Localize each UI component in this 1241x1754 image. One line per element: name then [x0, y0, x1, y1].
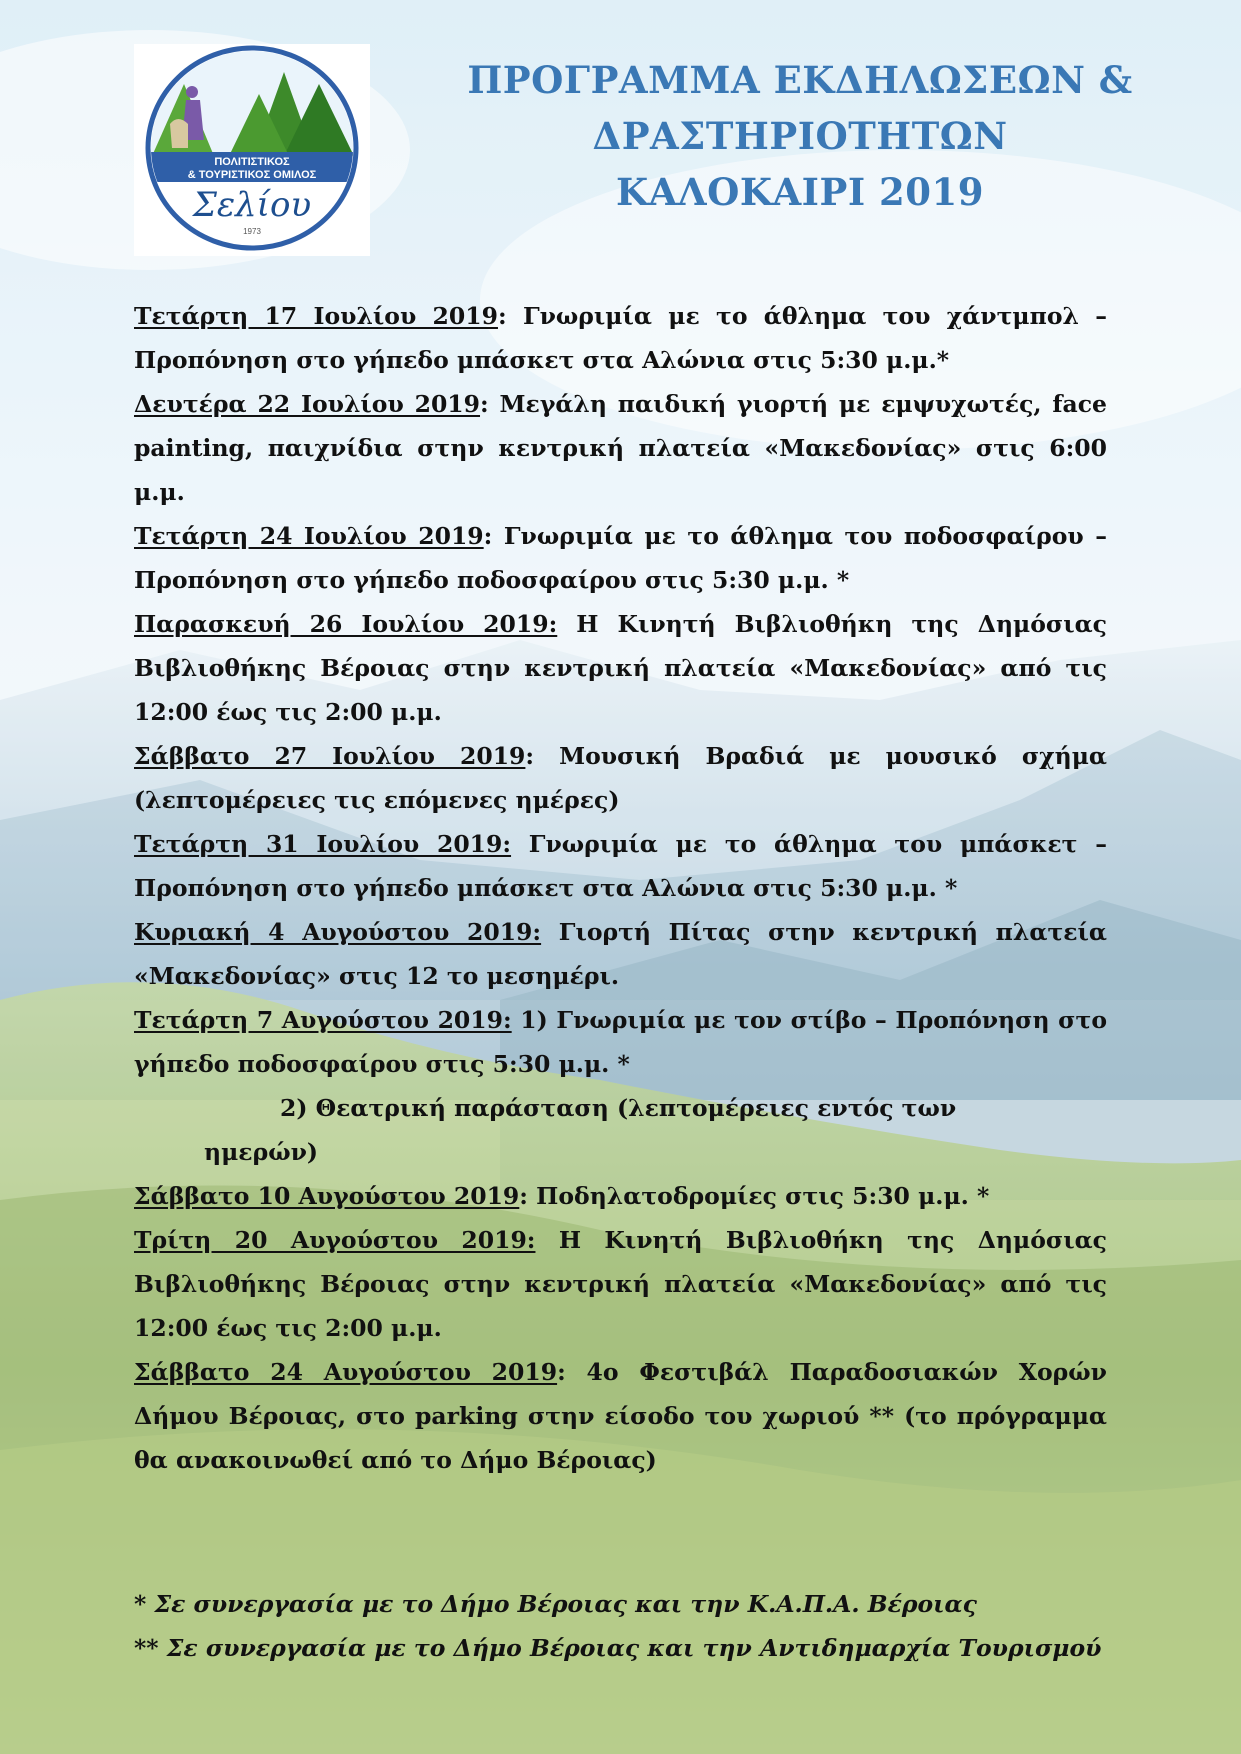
logo-text-line1: ΠΟΛΙΤΙΣΤΙΚΟΣ — [214, 156, 290, 168]
event-date: Τετάρτη 31 Ιουλίου 2019: — [134, 830, 512, 858]
event-subitem-continued: ημερών) — [204, 1138, 319, 1166]
event-date-sep: : — [519, 1182, 528, 1210]
event-item — [134, 1174, 1107, 1218]
event-description: Γιορτή Πίτας στην κεντρική πλατεία «Μακεδονίας» στις 12 το μεσημέρι. — [134, 918, 1107, 990]
event-date-sep: : — [497, 302, 507, 330]
event-description: Ποδηλατοδρομίες στις 5:30 μ.μ. * — [527, 1182, 990, 1210]
event-date: Τρίτη 20 Αυγούστου 2019: — [134, 1226, 536, 1254]
event-description: Γνωριμία με το άθλημα του ποδοσφαίρου – Προπόνηση στο γήπεδο ποδοσφαίρου στις 5:30 μ.μ. * — [134, 522, 1107, 594]
logo-year: 1973 — [243, 227, 261, 236]
event-date-sep: : — [525, 742, 535, 770]
event-description: Μεγάλη παιδική γιορτή με εμψυχωτές, face painting, παιχνίδια στην κεντρική πλατεία «Μακεδονίας» στις 6:00 μ.μ. — [134, 390, 1107, 506]
event-description: Γνωριμία με το άθλημα του χάντμπολ – Προπόνηση στο γήπεδο μπάσκετ στα Αλώνια στις 5:30 μ.μ.* — [134, 302, 1107, 374]
events-list — [134, 294, 1107, 1482]
event-description: 1) Γνωριμία με τον στίβο – Προπόνηση στο γήπεδο ποδοσφαίρου στις 5:30 μ.μ. * — [134, 1006, 1107, 1078]
event-item — [134, 1350, 1107, 1482]
logo-text-line2: & ΤΟΥΡΙΣΤΙΚΟΣ ΟΜΙΛΟΣ — [187, 169, 317, 181]
event-item — [134, 734, 1107, 822]
event-date: Σάββατο 10 Αυγούστου 2019 — [134, 1182, 520, 1210]
event-date: Δευτέρα 22 Ιουλίου 2019 — [134, 390, 481, 418]
event-date: Σάββατο 27 Ιουλίου 2019 — [134, 742, 526, 770]
footnote-2: ** Σε συνεργασία με το Δήμο Βέροιας και την Αντιδημαρχία Τουρισμού — [134, 1634, 1102, 1662]
event-date: Τετάρτη 24 Ιουλίου 2019 — [134, 522, 484, 550]
event-item — [134, 1218, 1107, 1350]
title-line-1: ΠΡΟΓΡΑΜΜΑ ΕΚΔΗΛΩΣΕΩΝ & — [467, 58, 1133, 102]
event-description: Μουσική Βραδιά με μουσικό σχήμα (λεπτομέρειες τις επόμενες ημέρες) — [134, 742, 1108, 814]
event-item — [134, 382, 1107, 514]
event-item — [134, 514, 1107, 602]
page-title — [380, 52, 1220, 220]
event-item — [134, 822, 1107, 910]
event-description: 4ο Φεστιβάλ Παραδοσιακών Χορών Δήμου Βέροιας, στο parking στην είσοδο του χωριού ** (το πρόγραμμα θα ανακοινωθεί από το Δήμο Βέροιας) — [134, 1358, 1107, 1474]
event-date-sep: : — [557, 1358, 566, 1386]
title-line-3: ΚΑΛΟΚΑΙΡΙ 2019 — [616, 170, 984, 214]
event-date: Τετάρτη 17 Ιουλίου 2019 — [134, 302, 498, 330]
event-date: Παρασκευή 26 Ιουλίου 2019: — [134, 610, 558, 638]
event-description: Γνωριμία με το άθλημα του μπάσκετ – Προπόνηση στο γήπεδο μπάσκετ στα Αλώνια στις 5:30 μ.μ. * — [134, 830, 1107, 902]
event-item — [134, 910, 1107, 998]
event-item — [134, 294, 1107, 382]
logo-script: Σελίου — [192, 185, 312, 225]
footnote-1: * Σε συνεργασία με το Δήμο Βέροιας και την Κ.Α.Π.Α. Βέροιας — [134, 1590, 977, 1618]
club-logo — [134, 44, 370, 256]
event-subitem: 2) Θεατρική παράσταση (λεπτομέρειες εντός των — [280, 1094, 957, 1122]
event-date: Σάββατο 24 Αυγούστου 2019 — [134, 1358, 558, 1386]
title-line-2: ΔΡΑΣΤΗΡΙΟΤΗΤΩΝ — [592, 114, 1008, 158]
event-description: Η Κινητή Βιβλιοθήκη της Δημόσιας Βιβλιοθήκης Βέροιας στην κεντρική πλατεία «Μακεδονίας» από τις 12:00 έως τις 2:00 μ.μ. — [134, 1226, 1107, 1342]
event-date: Κυριακή 4 Αυγούστου 2019: — [134, 918, 542, 946]
event-item — [134, 998, 1107, 1086]
event-date-sep: : — [483, 522, 493, 550]
footnotes — [134, 1582, 1107, 1670]
event-item — [134, 602, 1107, 734]
event-description: Η Κινητή Βιβλιοθήκη της Δημόσιας Βιβλιοθήκης Βέροιας στην κεντρική πλατεία «Μακεδονίας» από τις 12:00 έως τις 2:00 μ.μ. — [134, 610, 1107, 726]
event-date-sep: : — [480, 390, 489, 418]
event-date: Τετάρτη 7 Αυγούστου 2019: — [134, 1006, 512, 1034]
